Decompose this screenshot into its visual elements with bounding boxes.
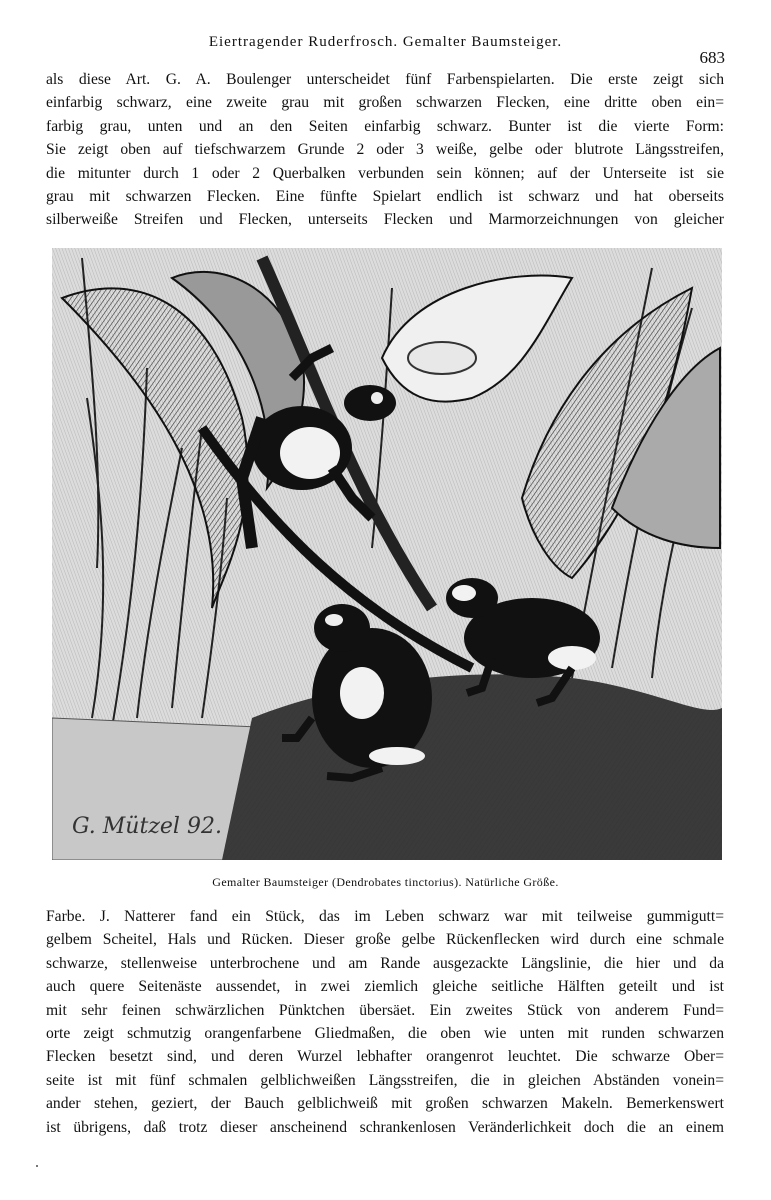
figure-caption: Gemalter Baumsteiger (Dendrobates tinctorius). Natürliche Größe. [212, 875, 559, 889]
text-line: silberweiße Streifen und Flecken, unterseits Flecken und Marmorzeichnungen von gleicher [46, 211, 724, 229]
text-line: seite ist mit fünf schmalen gelblichweißen Längsstreifen, die in gleichen Abständen vonein= [46, 1071, 724, 1089]
engraving-drawing [52, 248, 722, 860]
running-head: Eiertragender Ruderfrosch. Gemalter Baumsteiger. [208, 34, 563, 50]
text-line: mit sehr feinen schwärzlichen Pünktchen übersäet. Ein zweites Stück von anderem Fund= [46, 1001, 724, 1019]
flower-spike [408, 342, 476, 374]
engraving-illustration [52, 248, 722, 860]
text-line: einfarbig schwarz, eine zweite grau mit großen schwarzen Flecken, eine dritte oben ein= [46, 94, 724, 112]
text-line: ander stehen, geziert, der Bauch gelblichweiß mit großen schwarzen Makeln. Bemerkenswert [46, 1095, 724, 1113]
text-line: auch quere Seitenäste aussendet, in zwei ziemlich gleiche seitliche Hälften geteilt und ist [46, 978, 724, 996]
page-number: 683 [699, 48, 725, 67]
text-line: ist übrigens, daß trotz dieser anscheinend schrankenlosen Veränderlichkeit doch die an einem [46, 1118, 724, 1136]
text-line: gelbem Scheitel, Hals und Rücken. Dieser große gelbe Rückenflecken wird durch eine schmale [46, 931, 724, 949]
print-speck [36, 1165, 38, 1167]
text-line: die mitunter durch 1 oder 2 Querbalken verbunden sein können; auf der Unterseite ist sie [46, 164, 724, 182]
text-line: farbig grau, unten und an den Seiten einfarbig schwarz. Bunter ist die vierte Form: [46, 117, 724, 135]
text-line: Sie zeigt oben auf tiefschwarzem Grunde 2 oder 3 weiße, gelbe oder blutrote Längsstreifen, [46, 141, 724, 159]
text-line: Farbe. J. Natterer fand ein Stück, das im Leben schwarz war mit teilweise gummigutt= [46, 908, 724, 925]
paragraph-top [46, 68, 724, 232]
text-line: schwarze, stellenweise unterbrochene und am Rande ausgezackte Längslinie, die hier und da [46, 954, 724, 972]
text-line: orte zeigt schmutzig orangenfarbene Gliedmaßen, die oben wie unten mit runden schwarzen [46, 1025, 724, 1043]
paragraph-bottom [46, 905, 724, 1139]
text-line: Flecken besetzt sind, und deren Wurzel lebhafter orangenrot leuchtet. Die schwarze Ober= [46, 1048, 724, 1066]
artist-signature: G. Mützel 92. [72, 814, 222, 839]
text-line: als diese Art. G. A. Boulenger unterscheidet fünf Farbenspielarten. Die erste zeigt sich [46, 71, 724, 88]
text-line: grau mit schwarzen Flecken. Eine fünfte Spielart endlich ist schwarz und hat oberseits [46, 188, 724, 206]
